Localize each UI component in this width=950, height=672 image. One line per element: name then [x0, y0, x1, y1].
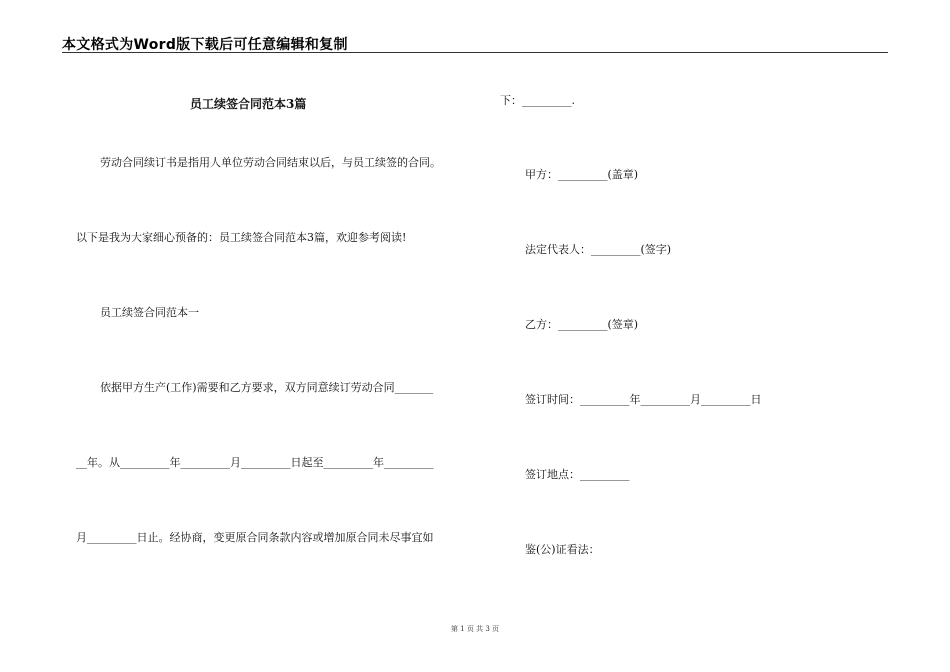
paragraph-body-line: __年。从_________年_________月_________日起至_________年_________ [76, 456, 434, 469]
party-b-field: 乙方：_________(签章) [525, 318, 639, 331]
notarization-field: 鉴(公)证看法： [525, 543, 600, 556]
paragraph-intro: 劳动合同续订书是指用人单位劳动合同结束以后，与员工续签的合同。 [100, 156, 441, 169]
document-header-title: 本文格式为Word版下载后可任意编辑和复制 [62, 37, 348, 53]
document-title: 员工续签合同范本3篇 [190, 97, 307, 111]
paragraph-body-line: 月_________日止。经协商，变更原合同条款内容或增加原合同未尽事宜如 [76, 531, 434, 544]
paragraph-body-line: 依据甲方生产(工作)需要和乙方要求，双方同意续订劳动合同_______ [100, 381, 434, 394]
paragraph-preface: 以下是我为大家细心预备的：员工续签合同范本3篇，欢迎参考阅读! [76, 231, 407, 244]
legal-representative-field: 法定代表人：_________(签字) [525, 243, 672, 256]
header-divider [62, 52, 888, 53]
paragraph-continuation: 下：_________. [500, 94, 575, 107]
page-number: 第 1 页 共 3 页 [450, 625, 500, 633]
signing-date-field: 签订时间：_________年_________月_________日 [525, 393, 762, 406]
signing-place-field: 签订地点：_________ [525, 468, 630, 481]
section-heading: 员工续签合同范本一 [100, 306, 199, 319]
party-a-field: 甲方：_________(盖章) [525, 168, 639, 181]
